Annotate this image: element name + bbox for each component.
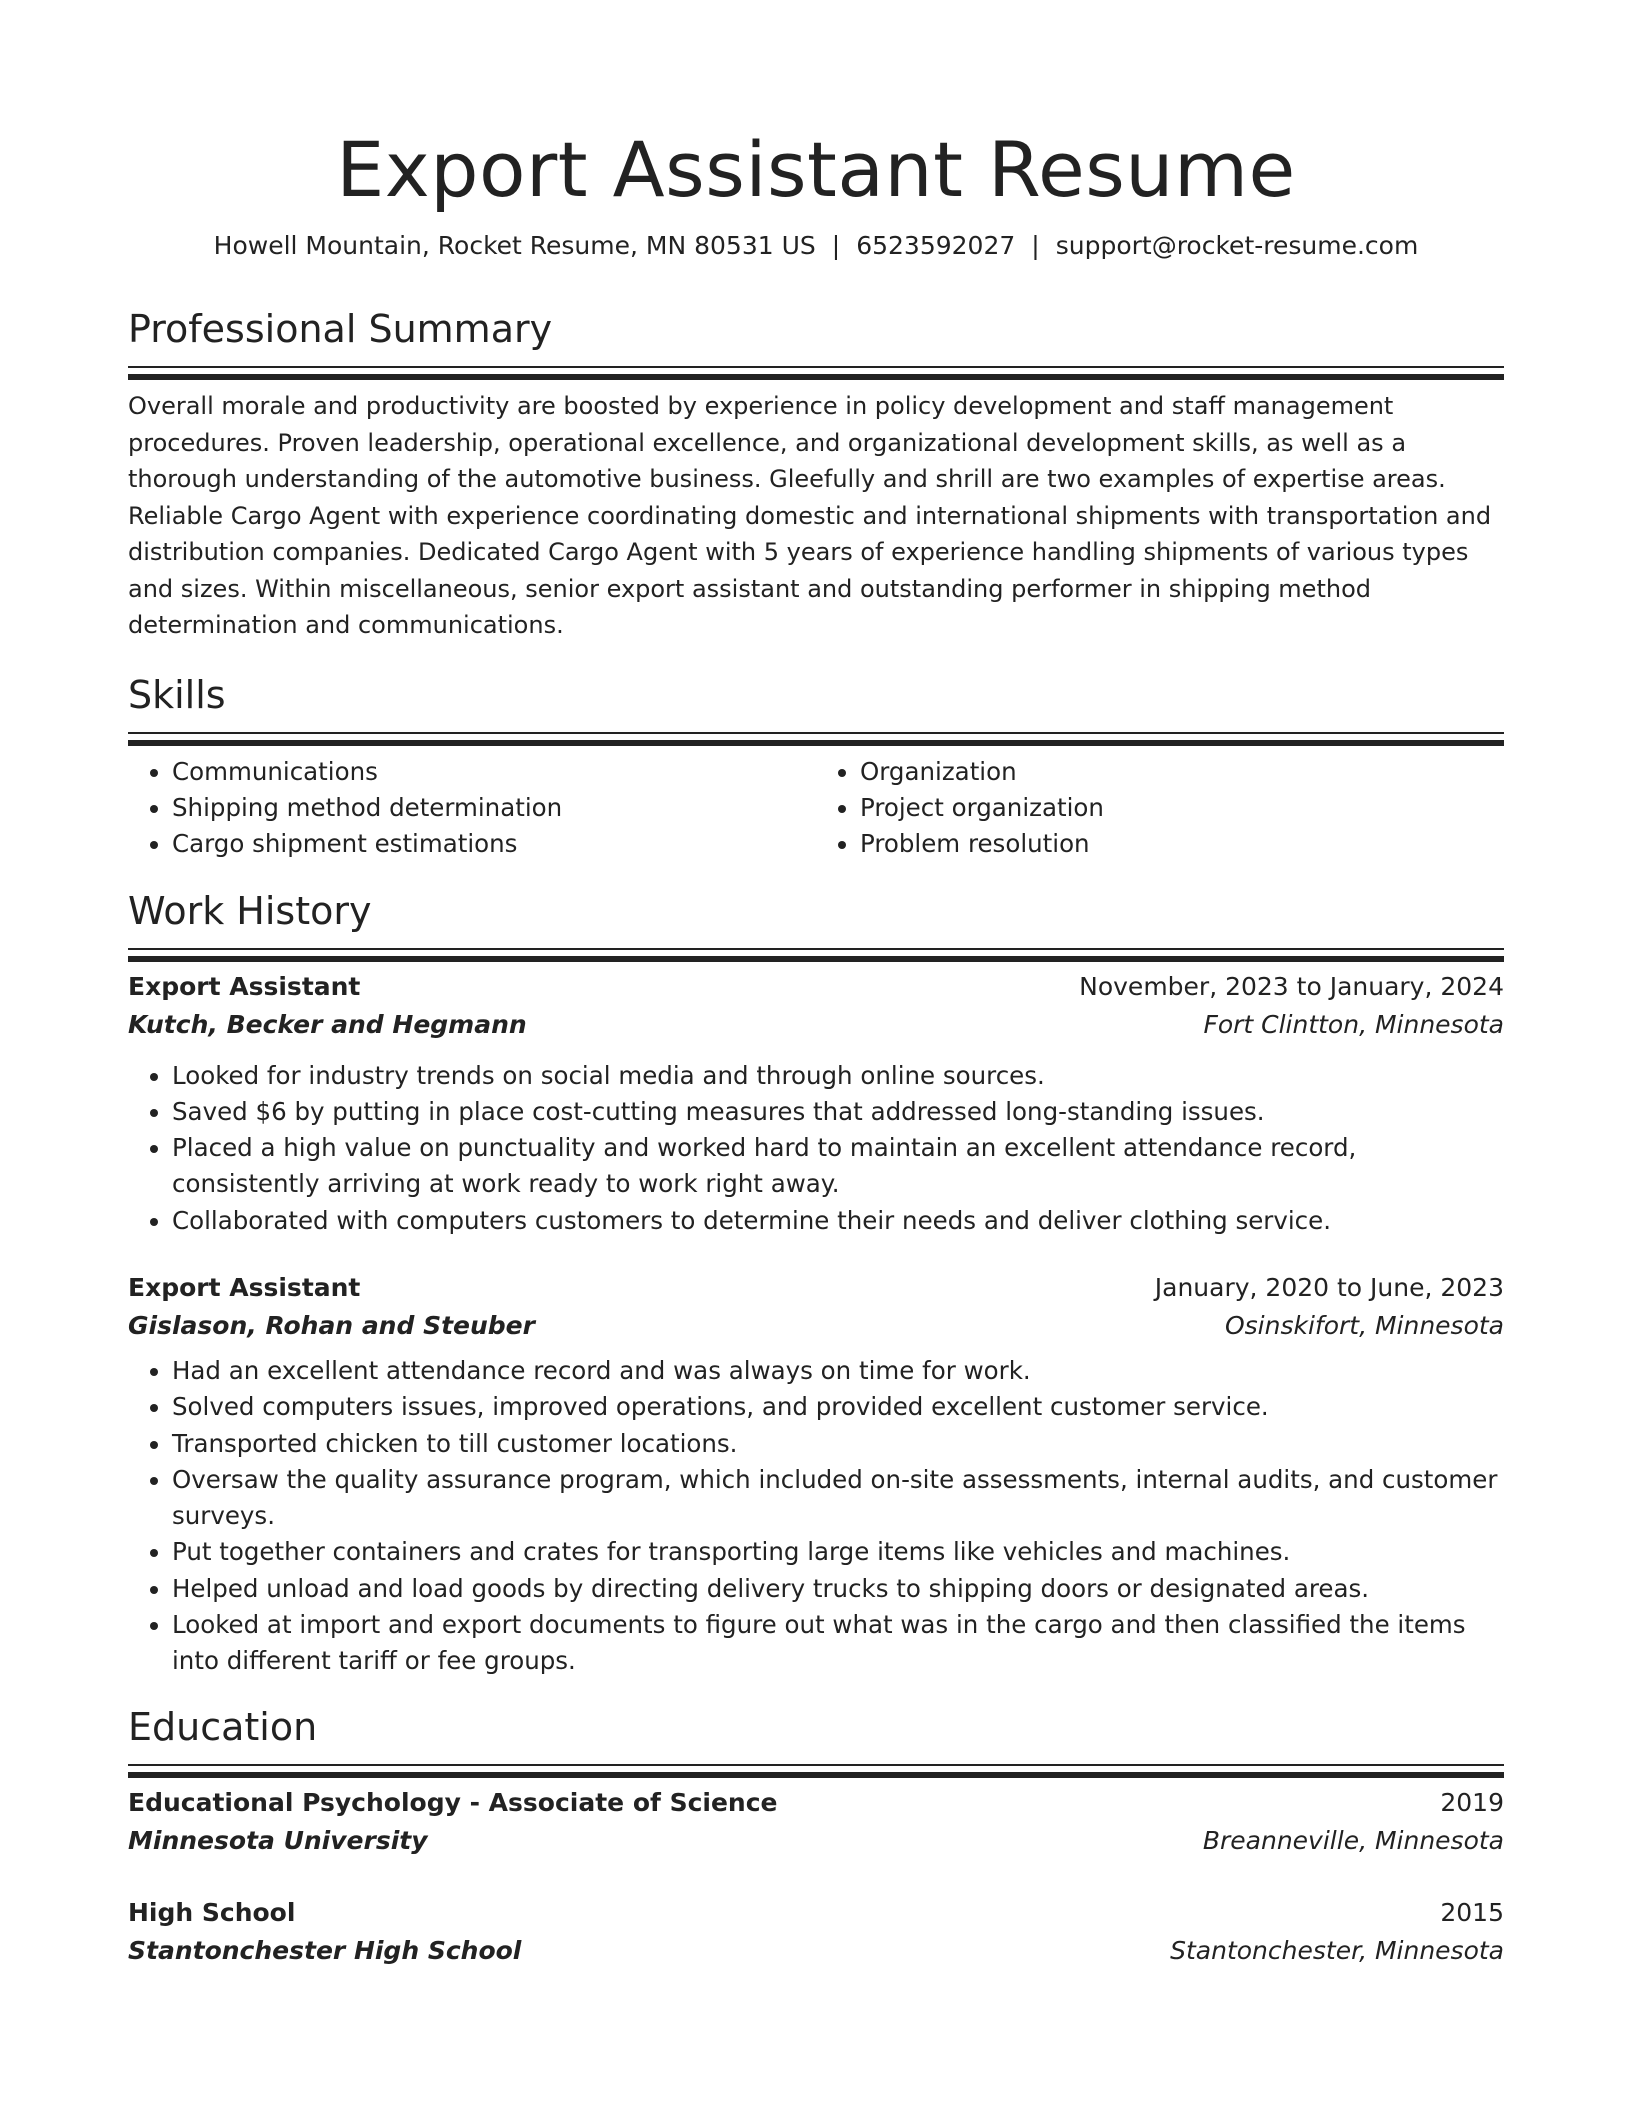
education-header [128,1894,1504,1932]
job-location: Fort Clintton, Minnesota [1203,1009,1504,1039]
education-subheader [128,1822,1504,1860]
education-header [128,1784,1504,1822]
contact-separator: | [1031,231,1040,260]
education-subheader [128,1932,1504,1970]
job-bullet: • Placed a high value on punctuality and worked hard to maintain an excellent attendance record, consistently arriving at work ready to work right away. [172,1130,1504,1203]
job-bullet: • Helped unload and load goods by directing delivery trucks to shipping doors or designated areas. [172,1571,1504,1607]
education-location: Breanneville, Minnesota [1202,1825,1504,1855]
job-location: Osinskifort, Minnesota [1224,1310,1504,1340]
contact-line [128,228,1504,264]
section-divider [128,948,1504,950]
education-entry [128,1784,1504,1860]
skill-item: • Communications [172,754,816,790]
job-company: Gislason, Rohan and Steuber [128,1310,535,1340]
job-bullet: • Looked at import and export documents to figure out what was in the cargo and then classified the items into different tariff or fee groups. [172,1607,1504,1680]
section-heading-work: Work History [128,888,372,933]
skill-item: • Cargo shipment estimations [172,826,816,862]
skills-left-column [128,754,816,862]
job-bullet: • Solved computers issues, improved operations, and provided excellent customer service. [172,1389,1504,1425]
skill-item: • Project organization [860,790,1504,826]
contact-phone: 6523592027 [856,231,1016,260]
job-title: Export Assistant [128,971,361,1001]
job-bullet: • Oversaw the quality assurance program, which included on-site assessments, internal audits, and customer surveys. [172,1462,1504,1535]
skill-item: • Shipping method determination [172,790,816,826]
education-degree: Educational Psychology - Associate of Science [128,1787,778,1817]
education-entry [128,1894,1504,1970]
job-bullet: • Collaborated with computers customers to determine their needs and deliver clothing service. [172,1203,1504,1239]
summary-text: Overall morale and productivity are boosted by experience in policy development and staff management procedures. Proven leadership, operational excellence, and organizational development skills, as well as a thorough understanding of the automotive business. Gleefully and shrill are two examples of expertise areas. Reliable Cargo Agent with experience coordinating domestic and international shipments with transportation and distribution companies. Dedicated Cargo Agent with 5 years of experience handling shipments of various types and sizes. Within miscellaneous, senior export assistant and outstanding performer in shipping method determination and communications. [128,392,1492,639]
skill-item: • Organization [860,754,1504,790]
skill-item: • Problem resolution [860,826,1504,862]
job-header [128,1269,1504,1307]
education-school: Minnesota University [128,1825,428,1855]
job-dates: January, 2020 to June, 2023 [1154,1272,1504,1302]
education-degree: High School [128,1897,296,1927]
job-bullet: • Looked for industry trends on social media and through online sources. [172,1058,1504,1094]
section-heading-skills: Skills [128,672,226,717]
job-bullets [128,1353,1504,1680]
skills-right-column [816,754,1504,862]
education-school: Stantonchester High School [128,1935,522,1965]
contact-separator: | [831,231,841,260]
education-section [128,1702,1504,1970]
job-company: Kutch, Becker and Hegmann [128,1009,527,1039]
education-location: Stantonchester, Minnesota [1170,1935,1504,1965]
section-divider [128,1764,1504,1766]
section-heading-summary: Professional Summary [128,307,553,351]
section-divider [128,366,1504,368]
job-entry [128,1269,1504,1680]
job-bullet: • Saved $6 by putting in place cost-cutting measures that addressed long-standing issues. [172,1094,1504,1130]
job-dates: November, 2023 to January, 2024 [1079,971,1504,1001]
job-bullets [128,1058,1504,1239]
job-subheader [128,1307,1504,1345]
summary-section [128,304,1504,644]
work-section [128,886,1504,1680]
job-subheader [128,1006,1504,1044]
job-header [128,968,1504,1006]
job-entry [128,968,1504,1239]
job-bullet: • Transported chicken to till customer locations. [172,1426,1504,1462]
skills-columns [128,754,1504,862]
job-bullet: • Put together containers and crates for transporting large items like vehicles and machines. [172,1534,1504,1570]
section-heading-education: Education [128,1704,318,1749]
skills-section [128,670,1504,862]
contact-address: Howell Mountain, Rocket Resume, MN 80531 US [213,231,816,260]
job-bullet: • Had an excellent attendance record and was always on time for work. [172,1353,1504,1389]
education-year: 2015 [1440,1897,1504,1927]
contact-email: support@rocket-resume.com [1055,231,1419,260]
section-divider [128,732,1504,734]
resume-title: Export Assistant Resume [336,125,1296,214]
education-year: 2019 [1440,1787,1504,1817]
job-title: Export Assistant [128,1272,361,1302]
resume-page [128,0,1504,1970]
